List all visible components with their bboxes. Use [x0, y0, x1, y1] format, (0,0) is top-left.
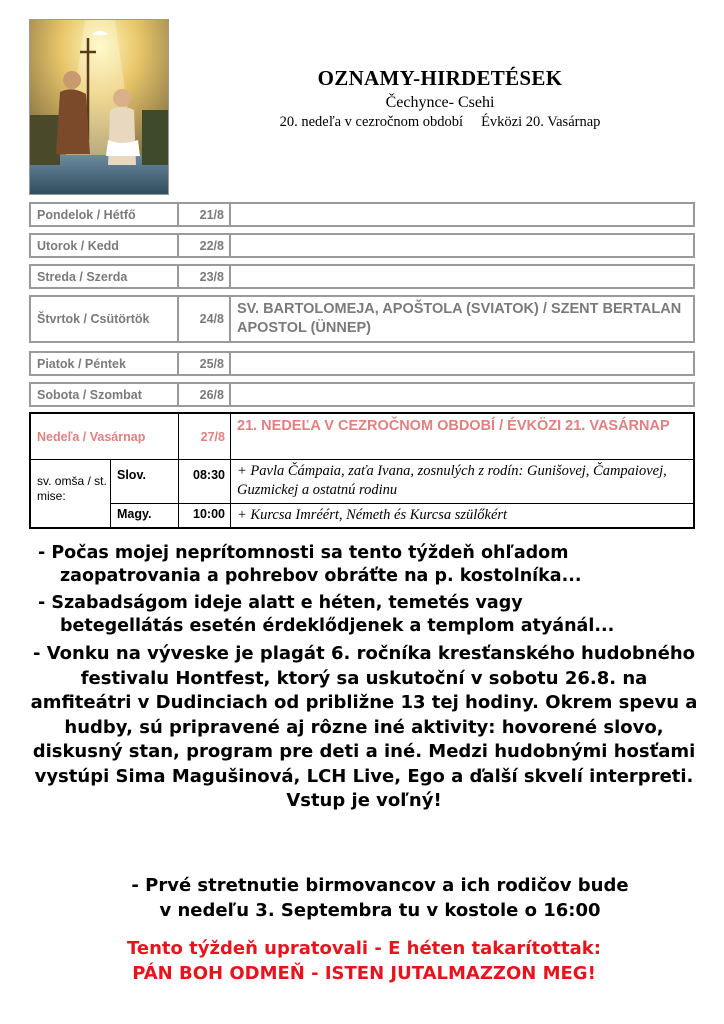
- announcement-line: - Počas mojej neprítomnosti sa tento týždeň ohľadom: [38, 543, 569, 563]
- parish-name: Čechynce- Csehi: [385, 94, 495, 111]
- mass-intention: + Kurcsa Imréért, Németh és Kurcsa szülőkért: [237, 507, 508, 523]
- day-row-friday: [29, 351, 695, 376]
- baptism-of-christ-image: [29, 19, 169, 195]
- day-date: 22/8: [179, 235, 231, 256]
- day-event: [231, 353, 693, 374]
- mass-row-slovak: [111, 460, 693, 504]
- mass-language: Slov.: [111, 460, 179, 503]
- day-row-wednesday: [29, 264, 695, 289]
- day-event: [231, 235, 693, 256]
- announcement-absence-sk: [38, 542, 698, 588]
- day-date: 23/8: [179, 266, 231, 287]
- sunday-block: [29, 412, 695, 529]
- day-date: 26/8: [179, 384, 231, 405]
- mass-time: 10:00: [179, 504, 231, 527]
- day-event: 21. NEDEĽA V CEZROČNOM OBDOBÍ / ÉVKÖZI 21. VASÁRNAP: [237, 418, 670, 434]
- sunday-name-sk: 20. nedeľa v cezročnom období: [279, 114, 464, 130]
- announcement-absence-hu: [38, 592, 698, 638]
- thanks-line-1: Tento týždeň upratovali - E héten takarítottak:: [127, 938, 601, 959]
- sunday-name-hu: Évközi 20. Vasárnap: [481, 114, 601, 130]
- announcement-confirmation: [60, 873, 700, 923]
- page-title: OZNAMY-HIRDETÉSEK: [317, 66, 563, 90]
- day-name: Streda / Szerda: [31, 266, 179, 287]
- day-event: [231, 204, 693, 225]
- day-name: Sobota / Szombat: [31, 384, 179, 405]
- day-row-sunday: [31, 414, 693, 460]
- day-name: Utorok / Kedd: [31, 235, 179, 256]
- announcement-line: - Szabadságom ideje alatt e héten, temetés vagy: [38, 593, 523, 613]
- day-date: 21/8: [179, 204, 231, 225]
- day-event: SV. BARTOLOMEJA, APOŠTOLA (SVIATOK) / SZENT BERTALAN APOSTOL (ÜNNEP): [237, 301, 682, 336]
- mass-schedule: [31, 460, 693, 527]
- day-name: Nedeľa / Vasárnap: [31, 414, 179, 459]
- day-row-monday: [29, 202, 695, 227]
- day-event: [231, 384, 693, 405]
- thanks-line-2: PÁN BOH ODMEŇ - ISTEN JUTALMAZZON MEG!: [132, 963, 596, 984]
- day-name: Pondelok / Hétfő: [31, 204, 179, 225]
- day-row-thursday: [29, 295, 695, 343]
- liturgical-sunday: [200, 114, 680, 131]
- announcement-line: v nedeľu 3. Septembra tu v kostole o 16:00: [159, 900, 601, 921]
- day-date: 25/8: [179, 353, 231, 374]
- day-row-saturday: [29, 382, 695, 407]
- mass-language: Magy.: [111, 504, 179, 527]
- bulletin-header: [200, 66, 680, 131]
- day-date: 24/8: [179, 297, 231, 341]
- mass-row-hungarian: [111, 504, 693, 527]
- mass-time: 08:30: [179, 460, 231, 503]
- mass-intention: + Pavla Čámpaia, zaťa Ivana, zosnulých z rodín: Gunišovej, Čampaiovej, Guzmickej a ostatnú rodinu: [237, 463, 667, 498]
- cleaning-thanks: [28, 936, 700, 986]
- mass-label: sv. omša / st. mise:: [31, 460, 111, 527]
- day-name: Piatok / Péntek: [31, 353, 179, 374]
- announcement-line: - Prvé stretnutie birmovancov a ich rodičov bude: [131, 875, 629, 896]
- day-event: [231, 266, 693, 287]
- day-row-tuesday: [29, 233, 695, 258]
- day-name: Štvrtok / Csütörtök: [31, 297, 179, 341]
- announcement-line: betegellátás esetén érdeklődjenek a templom atyánál...: [60, 616, 615, 636]
- day-date: 27/8: [179, 414, 231, 459]
- announcement-hontfest: - Vonku na výveske je plagát 6. ročníka kresťanského hudobného festivalu Hontfest, ktorý sa uskutoční v sobotu 26.8. na amfiteátri v Dudinciach od približne 13 tej hodiny. Okrem spevu a hudby, sú pripravené aj rôzne iné aktivity: hovorené slovo, diskusný stan, program pre deti a iné. Medzi hudobnými hosťami vystúpi Sima Magušinová, LCH Live, Ego a ďalší skvelí interpreti. Vstup je voľný!: [30, 643, 698, 811]
- announcement-line: zaopatrovania a pohrebov obráťte na p. kostolníka...: [60, 566, 582, 586]
